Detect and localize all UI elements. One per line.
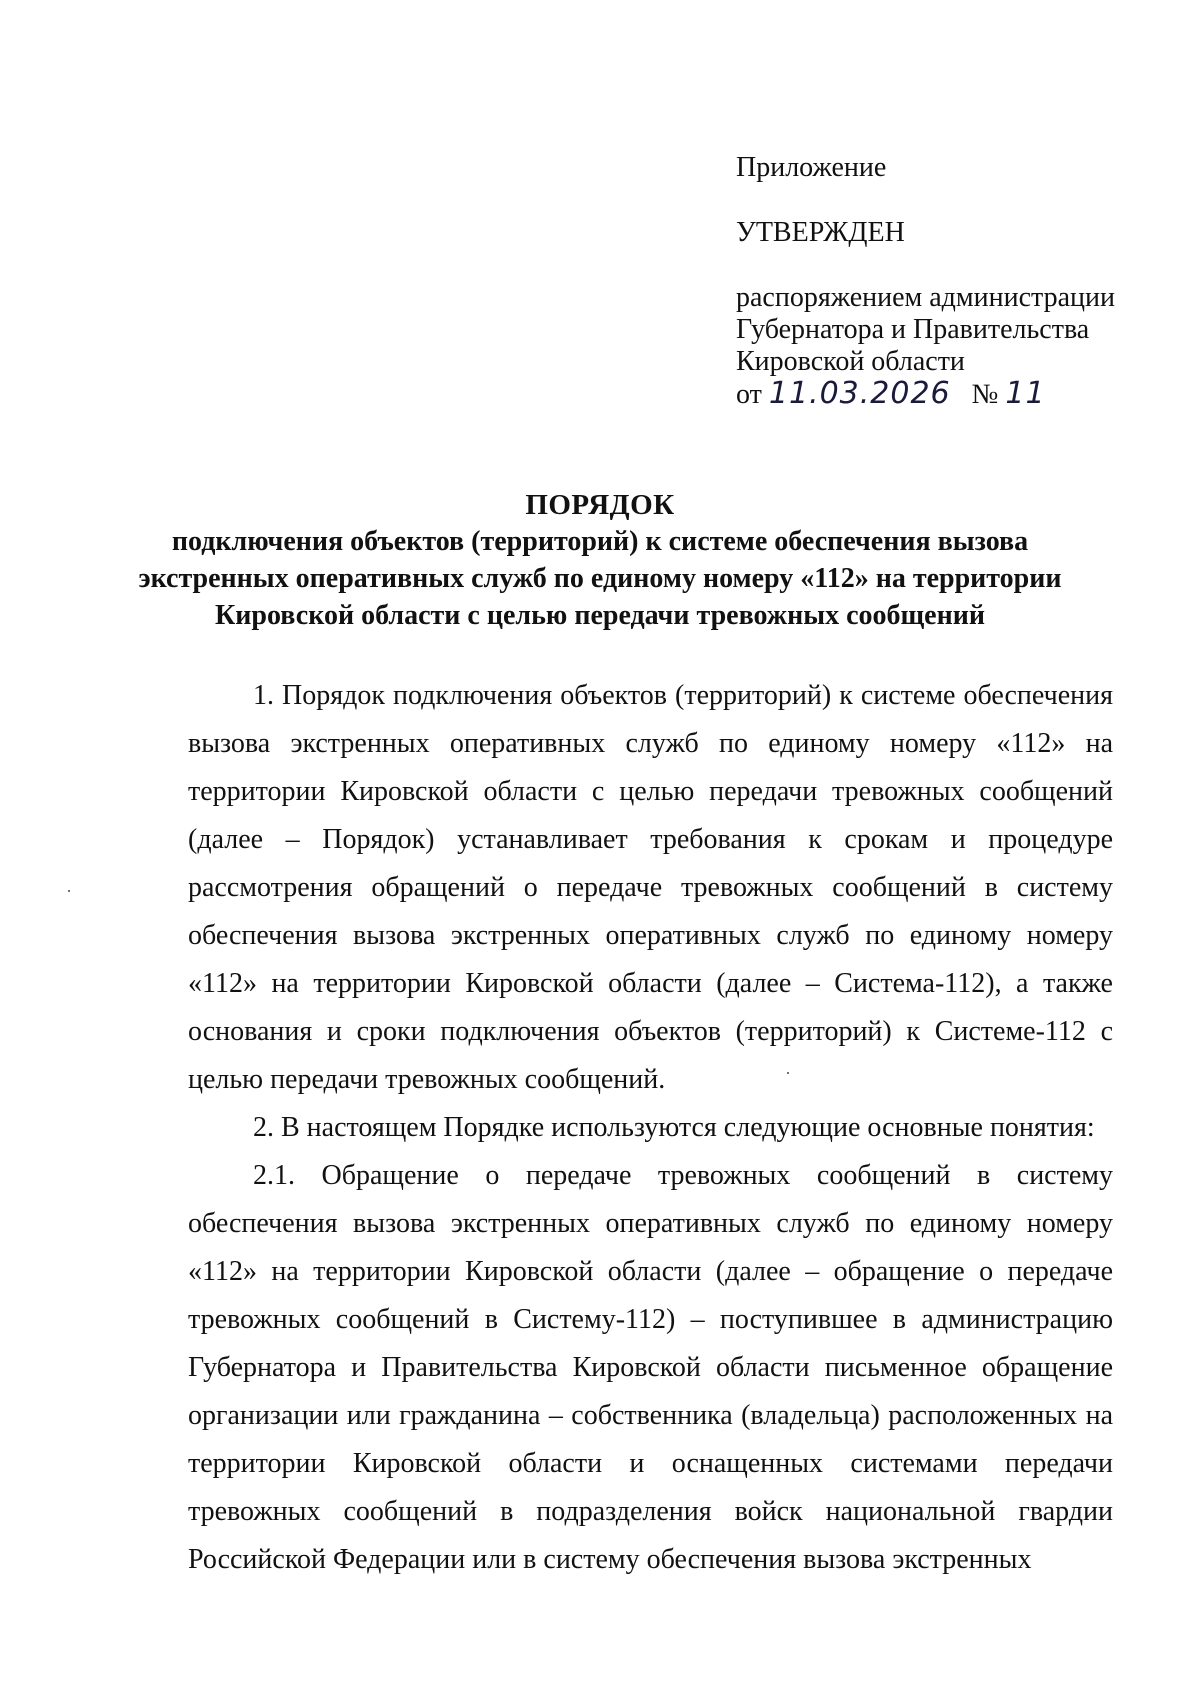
document-subtitle-line-2: экстренных оперативных служб по единому номеру «112» на территории xyxy=(138,563,1062,594)
document-subtitle-line-1: подключения объектов (территорий) к системе обеспечения вызова xyxy=(171,526,1029,557)
handwritten-number: 11 xyxy=(1005,376,1046,411)
approval-authority-line-1: распоряжением администрации xyxy=(736,282,1115,313)
document-title: ПОРЯДОК xyxy=(525,489,675,521)
document-subtitle-line-3: Кировской области с целью передачи тревожных сообщений xyxy=(215,600,985,631)
document-title-block xyxy=(120,487,1080,634)
approval-date-row xyxy=(736,378,1156,411)
date-prefix: от xyxy=(736,379,762,410)
approved-label: УТВЕРЖДЕН xyxy=(736,217,905,248)
approval-authority-line-3: Кировской области xyxy=(736,346,965,377)
approval-authority-line-2: Губернатора и Правительства xyxy=(736,314,1090,345)
paragraph-2-1: 2.1. Обращение о передаче тревожных сообщений в систему обеспечения вызова экстренных оперативных служб по единому номеру «112» на территории Кировской области (далее – обращение о передаче тревожных сообщений в Систему-112) – поступившее в администрацию Губернатора и Правительства Кировской области письменное обращение организации или гражданина – собственника (владельца) расположенных на территории Кировской области и оснащенных системами передачи тревожных сообщений в подразделения войск национальной гвардии Российской Федерации или в систему обеспечения вызова экстренных xyxy=(188,1160,1113,1575)
approval-stamp-block xyxy=(736,152,1156,411)
paragraph-1: 1. Порядок подключения объектов (территорий) к системе обеспечения вызова экстренных оперативных служб по единому номеру «112» на территории Кировской области с целью передачи тревожных сообщений (далее – Порядок) устанавливает требования к срокам и процедуре рассмотрения обращений о передаче тревожных сообщений в систему обеспечения вызова экстренных оперативных служб по единому номеру «112» на территории Кировской области (далее – Система-112), а также основания и сроки подключения объектов (территорий) к Системе-112 с целью передачи тревожных сообщений. xyxy=(188,680,1113,1095)
scan-speck xyxy=(68,890,70,892)
paragraph-2: 2. В настоящем Порядке используются следующие основные понятия: xyxy=(253,1112,1095,1143)
scan-speck xyxy=(787,1072,789,1074)
document-body xyxy=(188,672,1113,1584)
appendix-label: Приложение xyxy=(736,152,887,183)
handwritten-date: 11.03.2026 xyxy=(768,376,951,411)
number-prefix: № xyxy=(971,379,999,410)
